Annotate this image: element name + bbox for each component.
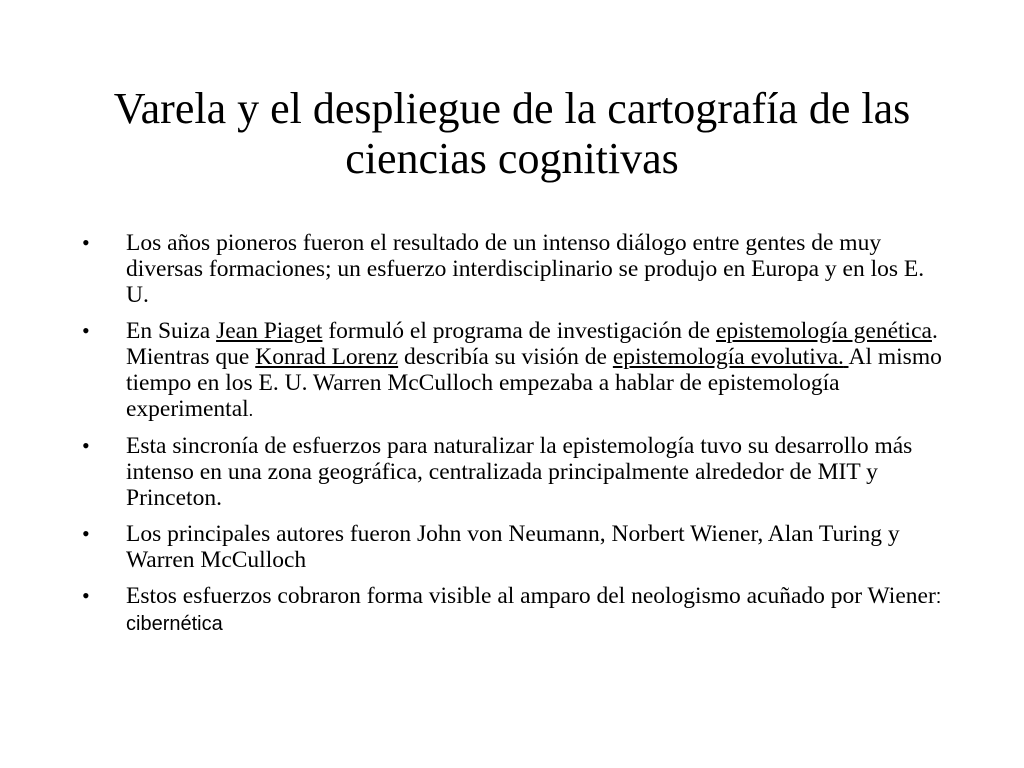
link-epistemologia-evolutiva-text: epistemología evolutiva. bbox=[612, 344, 844, 370]
bullet-text: Los años pioneros fueron el resultado de un intenso diálogo entre gentes de muy diversas formaciones; un esfuerzo interdisciplinario se produjo en Europa y en los E. U. bbox=[126, 230, 925, 308]
bullet-text-segment: . Mientras que bbox=[126, 318, 938, 370]
bullet-text-segment: Al mismo tiempo en los E. U. Warren McCulloch empezaba a hablar de epistemología experimental bbox=[126, 344, 942, 422]
title-line-1: Varela y el despliegue de la cartografía de las bbox=[113, 84, 911, 133]
bullet-text-segment: describía su visión de bbox=[398, 344, 613, 370]
bullet-item-1 bbox=[82, 230, 942, 308]
bullet-text: Esta sincronía de esfuerzos para naturalizar la epistemología tuvo su desarrollo más intenso en una zona geográfica, centralizada principalmente alrededor de MIT y Princeton. bbox=[126, 433, 913, 511]
bullet-text: Los principales autores fueron John von Neumann, Norbert Wiener, Alan Turing y Warren McCulloch bbox=[126, 521, 900, 573]
bullet-text-colon: : bbox=[935, 586, 942, 608]
link-epistemologia-genetica[interactable]: epistemología genética bbox=[715, 318, 932, 344]
bullet-icon: • bbox=[82, 521, 90, 546]
bullet-item-4 bbox=[82, 521, 942, 573]
bullet-item-2 bbox=[82, 318, 942, 423]
link-epistemologia-evolutiva[interactable] bbox=[613, 344, 849, 370]
bullet-list bbox=[82, 230, 942, 647]
bullet-text-period: . bbox=[248, 400, 254, 420]
bullet-text-segment: En Suiza bbox=[126, 318, 217, 344]
bullet-text-cibernetica: cibernética bbox=[126, 613, 223, 635]
bullet-icon: • bbox=[82, 583, 90, 608]
bullet-icon: • bbox=[82, 318, 90, 343]
bullet-icon: • bbox=[82, 230, 90, 255]
bullet-text-segment: formuló el programa de investigación de bbox=[322, 318, 716, 344]
title-line-2: ciencias cognitivas bbox=[345, 134, 679, 183]
bullet-text-segment: Estos esfuerzos cobraron forma visible al amparo del neologismo acuñado por Wiener bbox=[126, 583, 936, 609]
link-jean-piaget[interactable]: Jean Piaget bbox=[216, 318, 323, 344]
bullet-icon: • bbox=[82, 433, 90, 458]
bullet-item-5 bbox=[82, 583, 942, 637]
slide-title bbox=[60, 84, 964, 184]
link-konrad-lorenz[interactable]: Konrad Lorenz bbox=[255, 344, 399, 370]
bullet-item-3 bbox=[82, 433, 942, 511]
